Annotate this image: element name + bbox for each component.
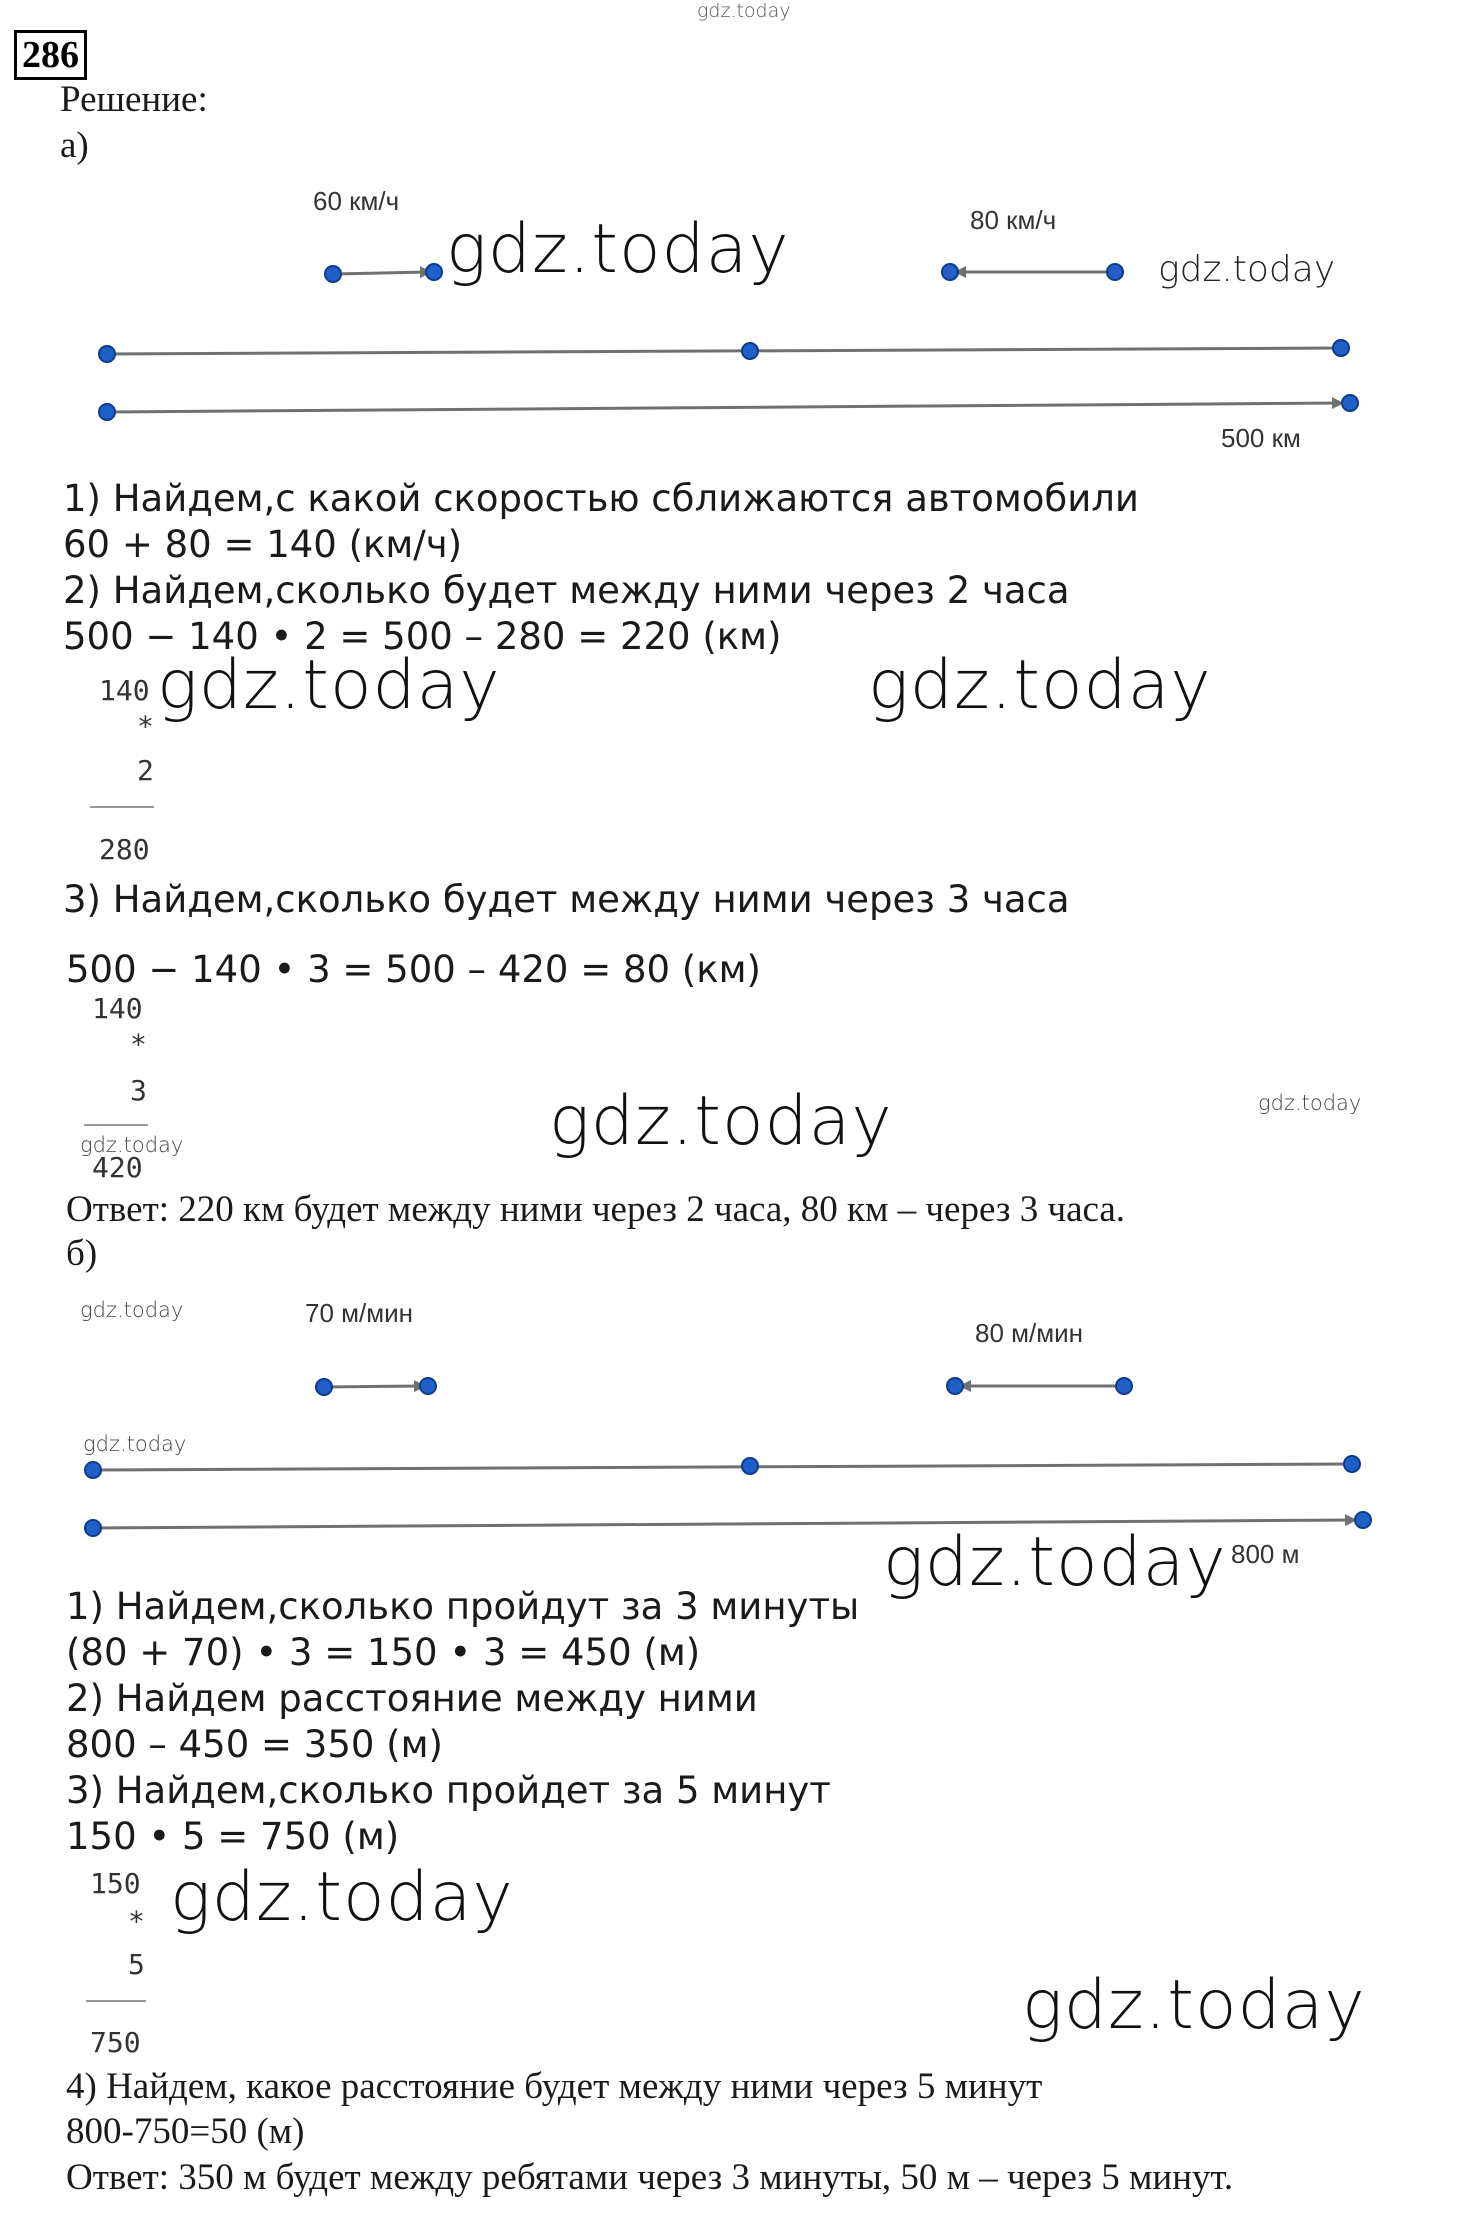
calc1-top: 140: [99, 674, 150, 707]
calc2-op: *: [130, 1028, 147, 1061]
part-a-eq2: 500 − 140 • 2 = 500 – 280 = 220 (км): [63, 615, 782, 658]
calc1-mult: 2: [137, 754, 154, 787]
part-a-answer: Ответ: 220 км будет между ними через 2 часа, 80 км – через 3 часа.: [66, 1189, 1126, 1230]
calc2-result: 420: [92, 1151, 143, 1184]
diagram-part-b: [0, 1340, 1463, 1550]
problem-number: 286: [14, 30, 87, 80]
watermark: gdz.today: [83, 1432, 187, 1456]
calc2-rule: [84, 1124, 148, 1126]
watermark: gdz.today: [549, 1082, 893, 1161]
part-b-step4: 4) Найдем, какое расстояние будет между ними через 5 минут: [66, 2066, 1043, 2107]
part-a-label: а): [60, 125, 89, 166]
solution-label: Решение:: [60, 79, 208, 120]
part-b-eq1: (80 + 70) • 3 = 150 • 3 = 450 (м): [66, 1631, 701, 1674]
calc1-result: 280: [99, 833, 150, 866]
part-b-answer: Ответ: 350 м будет между ребятами через 3 минуты, 50 м – через 5 минут.: [66, 2157, 1234, 2198]
watermark: gdz.today: [1258, 1091, 1362, 1115]
watermark: gdz.today: [80, 1298, 184, 1322]
part-b-step3: 3) Найдем,сколько пройдет за 5 минут: [66, 1769, 831, 1812]
calcb-mult: 5: [128, 1948, 145, 1981]
watermark: gdz.today: [1022, 1966, 1366, 2045]
calc2-mult: 3: [130, 1074, 147, 1107]
walker-left-arrow: [324, 1386, 424, 1387]
distance-label-b: 800 м: [1231, 1539, 1300, 1569]
road-line: [107, 348, 1341, 354]
speed-right-label-b: 80 м/мин: [975, 1318, 1083, 1348]
calcb-rule: [86, 2000, 146, 2002]
car-left-start: [325, 266, 341, 282]
calc1-rule: [90, 806, 154, 808]
car-right-start: [1107, 264, 1123, 280]
path-line: [93, 1464, 1352, 1470]
speed-right-label-a: 80 км/ч: [970, 205, 1057, 235]
part-b-label: б): [66, 1233, 98, 1274]
part-a-step1: 1) Найдем,с какой скоростью сближаются автомобили: [63, 477, 1139, 520]
watermark: gdz.today: [1158, 249, 1336, 290]
part-a-step2: 2) Найдем,сколько будет между ними через 2 часа: [63, 569, 1070, 612]
speed-left-label-a: 60 км/ч: [313, 186, 400, 216]
watermark: gdz.today: [157, 646, 501, 725]
part-a-eq3: 500 − 140 • 3 = 500 – 420 = 80 (км): [66, 948, 761, 991]
calcb-op: *: [128, 1905, 145, 1938]
part-b-step2: 2) Найдем расстояние между ними: [66, 1677, 758, 1720]
calcb-result: 750: [90, 2026, 141, 2059]
watermark: gdz.today: [868, 646, 1212, 725]
part-a-step3: 3) Найдем,сколько будет между ними через 3 часа: [63, 878, 1070, 921]
distance-label-a: 500 км: [1221, 423, 1301, 453]
watermark: gdz.today: [883, 1523, 1227, 1602]
car-right-end: [942, 264, 958, 280]
watermark: gdz.today: [446, 210, 790, 289]
part-a-eq1: 60 + 80 = 140 (км/ч): [63, 523, 463, 566]
car-left-arrow: [333, 272, 430, 274]
calc1-op: *: [137, 710, 154, 743]
distance-line: [107, 403, 1342, 412]
watermark: gdz.today: [80, 1133, 184, 1157]
calcb-top: 150: [90, 1867, 141, 1900]
part-b-eq4: 800-750=50 (м): [66, 2111, 305, 2152]
car-left-end: [426, 264, 442, 280]
watermark: gdz.today: [170, 1858, 514, 1937]
calc2-top: 140: [92, 992, 143, 1025]
part-b-step1: 1) Найдем,сколько пройдут за 3 минуты: [66, 1585, 860, 1628]
part-b-eq3: 150 • 5 = 750 (м): [66, 1815, 400, 1858]
part-b-eq2: 800 – 450 = 350 (м): [66, 1723, 443, 1766]
header-watermark: gdz.today: [697, 0, 791, 22]
speed-left-label-b: 70 м/мин: [305, 1298, 413, 1328]
